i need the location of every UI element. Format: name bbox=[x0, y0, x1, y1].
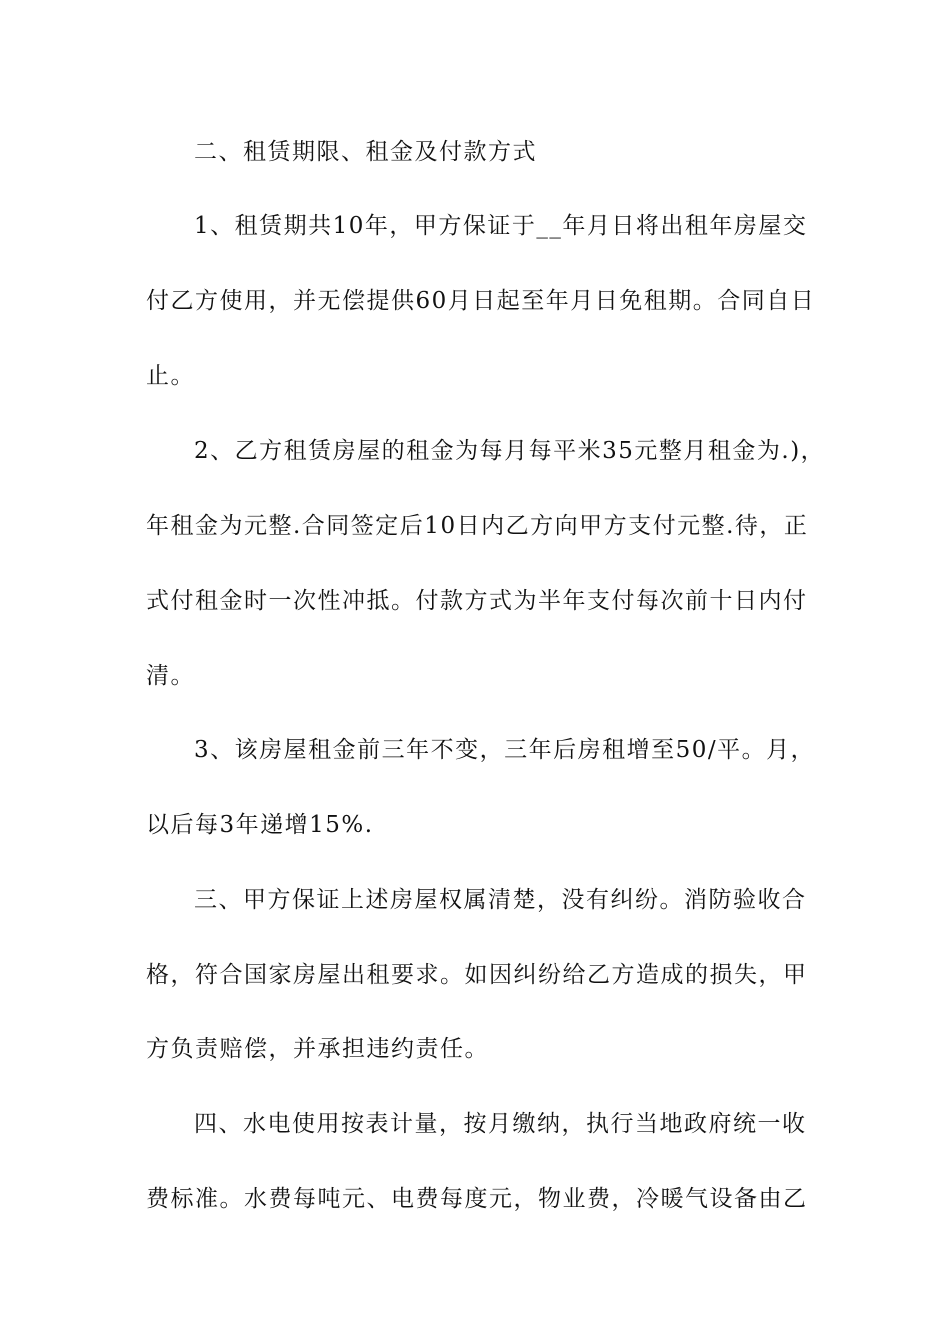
paragraph-line: 费标准。水费每吨元、电费每度元，物业费，冷暖气设备由乙 bbox=[146, 1186, 808, 1212]
paragraph-line: 止。 bbox=[146, 363, 195, 389]
paragraph-line: 以后每3年递增15%. bbox=[146, 812, 374, 838]
paragraph-line: 清。 bbox=[146, 663, 195, 689]
paragraph-line: 付乙方使用，并无偿提供60月日起至年月日免租期。合同自日 bbox=[146, 288, 816, 314]
paragraph-line: 格，符合国家房屋出租要求。如因纠纷给乙方造成的损失，甲 bbox=[146, 962, 808, 988]
paragraph-line: 2、乙方租赁房屋的租金为每月每平米35元整月租金为.)， bbox=[194, 438, 826, 464]
section-heading-lease-term: 二、租赁期限、租金及付款方式 bbox=[194, 139, 537, 165]
paragraph-line: 年租金为元整.合同签定后10日内乙方向甲方支付元整.待，正 bbox=[146, 513, 809, 539]
section-heading-ownership: 三、甲方保证上述房屋权属清楚，没有纠纷。消防验收合 bbox=[194, 887, 807, 913]
section-heading-utilities: 四、水电使用按表计量，按月缴纳，执行当地政府统一收 bbox=[194, 1111, 807, 1137]
paragraph-line: 式付租金时一次性冲抵。付款方式为半年支付每次前十日内付 bbox=[146, 588, 808, 614]
paragraph-line: 3、该房屋租金前三年不变，三年后房租增至50/平。月， bbox=[194, 737, 816, 763]
paragraph-line: 1、租赁期共10年，甲方保证于__年月日将出租年房屋交 bbox=[194, 213, 808, 239]
paragraph-line: 方负责赔偿，并承担违约责任。 bbox=[146, 1036, 489, 1062]
